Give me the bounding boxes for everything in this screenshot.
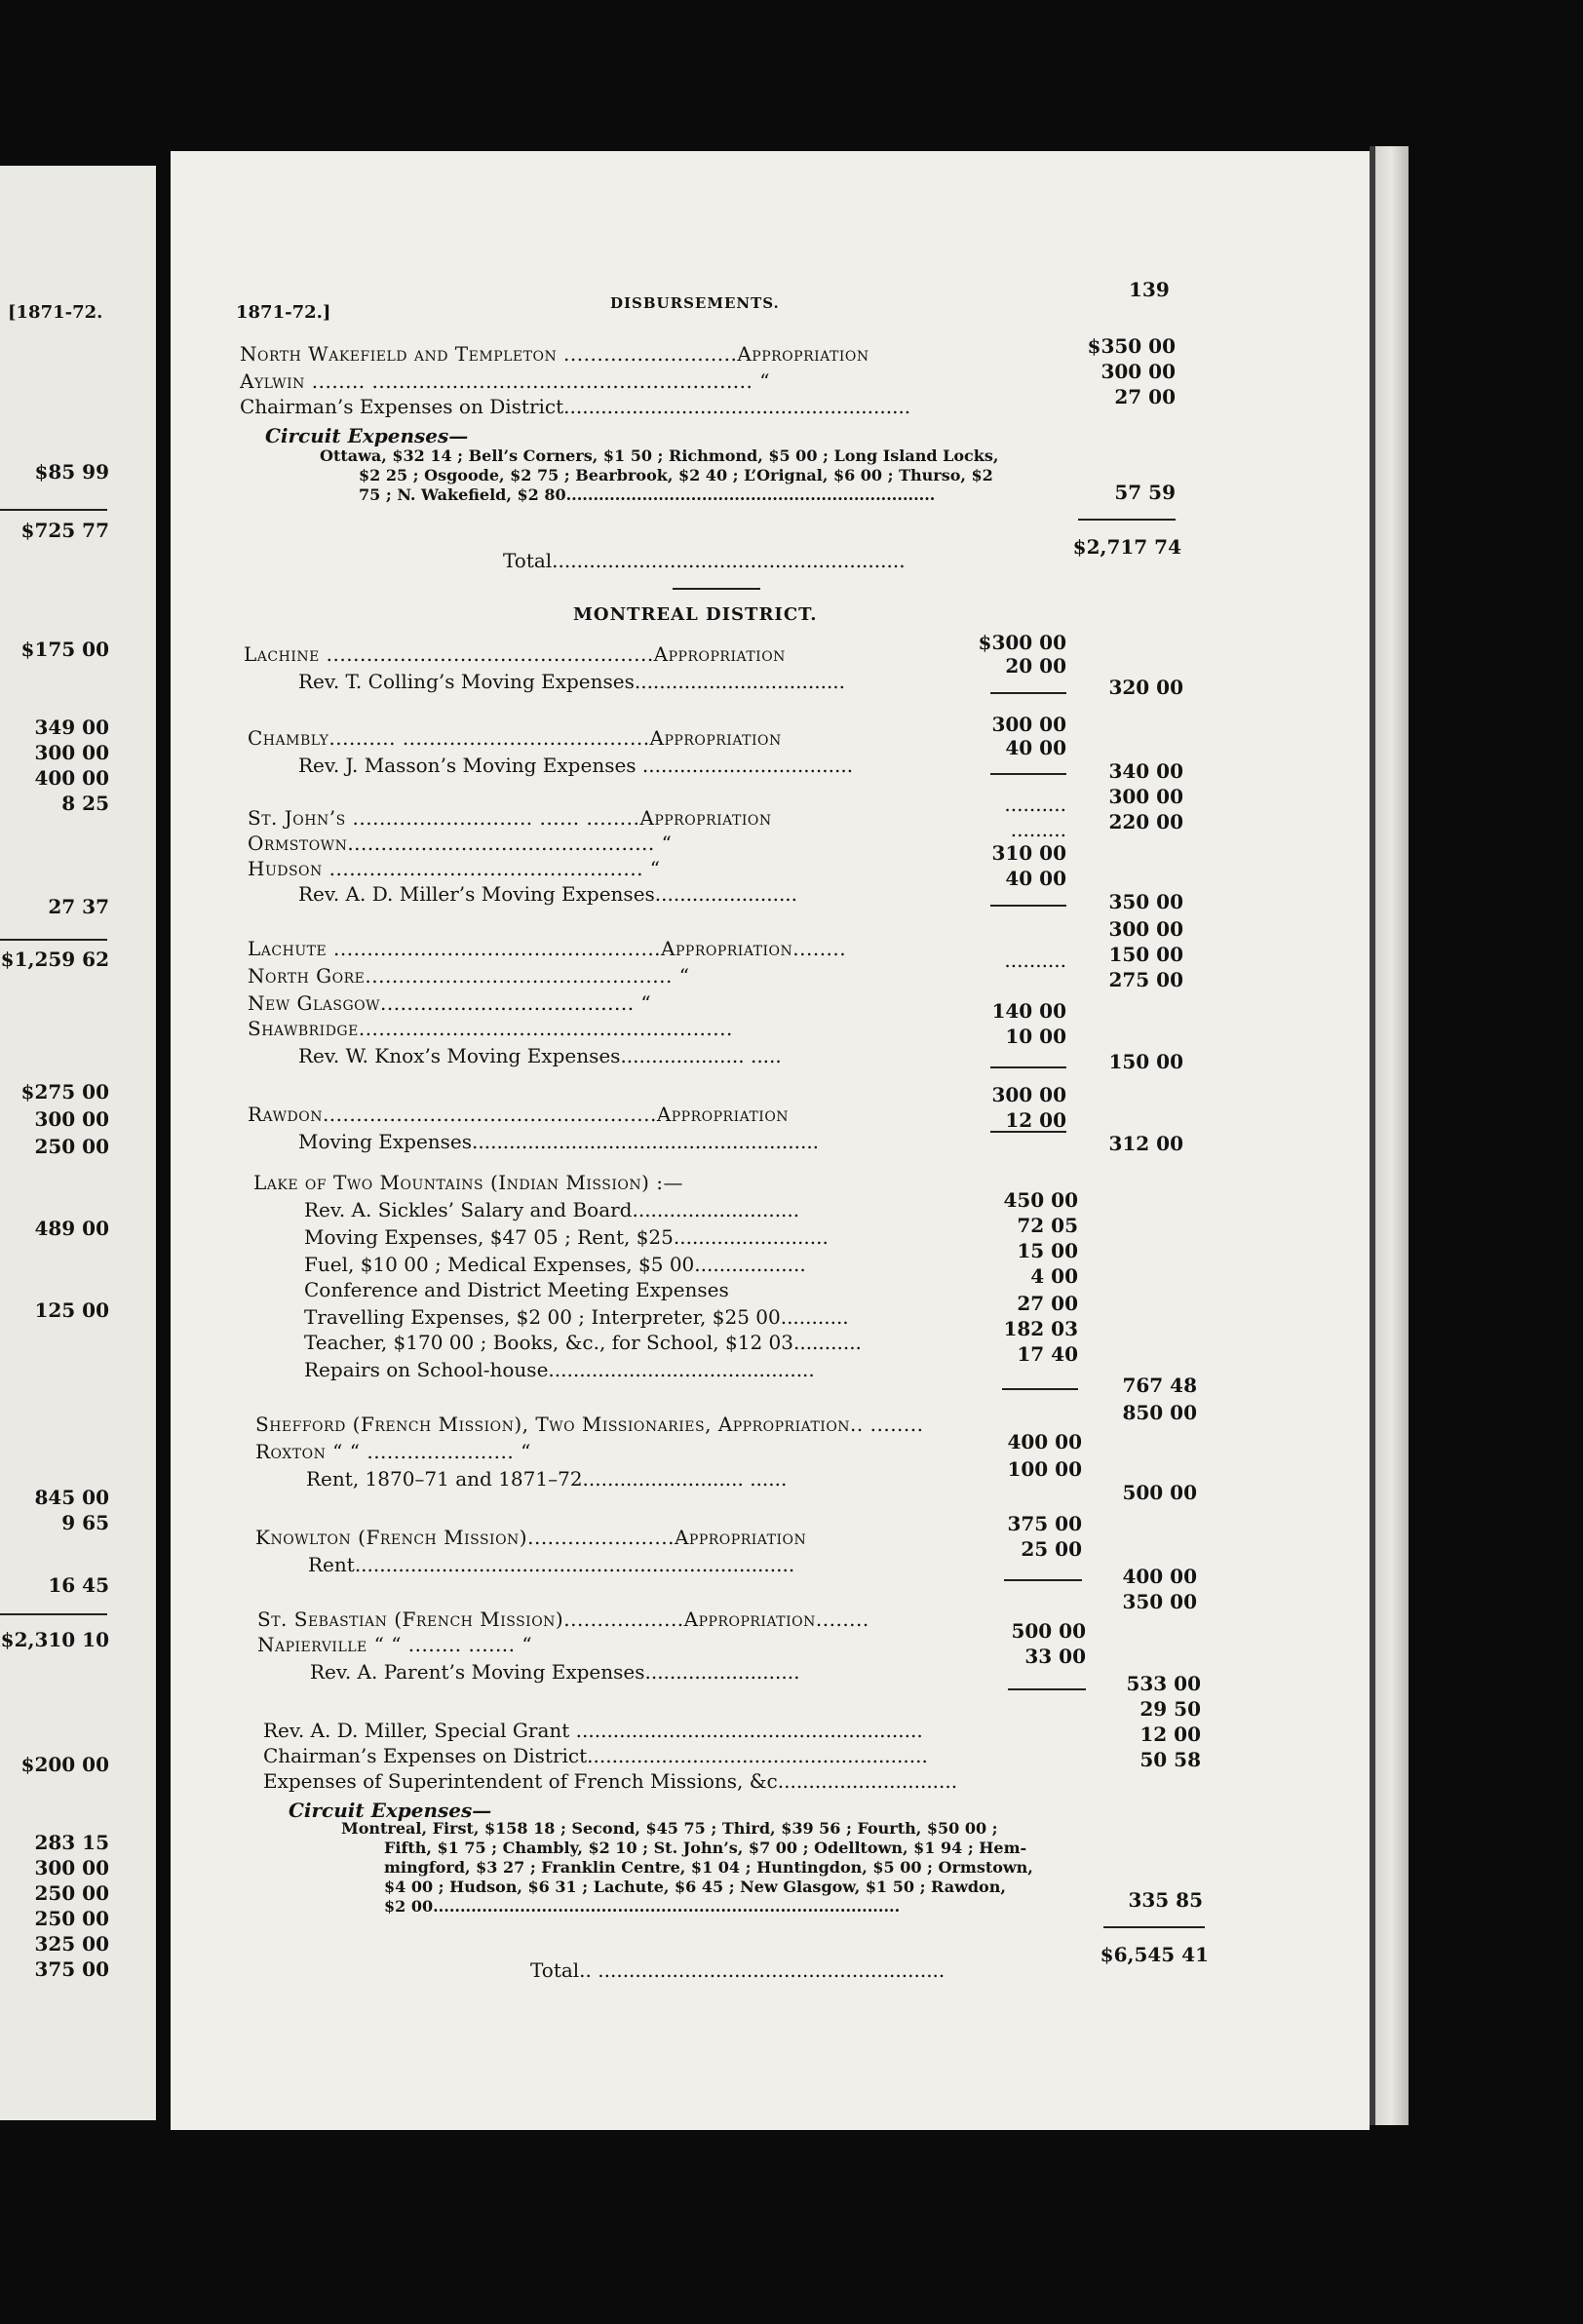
row-col2: 312 00 xyxy=(1108,1132,1183,1155)
row-col1: 310 00 xyxy=(991,841,1066,865)
row-col2: 500 00 xyxy=(1122,1481,1197,1504)
circuit-line: mingford, $3 27 ; Franklin Centre, $1 04 ; Huntingdon, $5 00 ; Ormstown, xyxy=(384,1858,1033,1877)
row-col1: 27 00 xyxy=(1017,1292,1078,1315)
row-label: North Gore.............................................. “ xyxy=(248,964,690,988)
sum-rule xyxy=(1008,1688,1086,1690)
row-col1: 375 00 xyxy=(1007,1512,1082,1535)
page-edge xyxy=(1370,146,1409,2125)
district-heading: MONTREAL DISTRICT. xyxy=(573,604,818,625)
row-col2: 150 00 xyxy=(1108,943,1183,966)
left-amount: $175 00 xyxy=(20,638,109,661)
circuit-line: Ottawa, $32 14 ; Bell’s Corners, $1 50 ; Richmond, $5 00 ; Long Island Locks, xyxy=(320,446,999,465)
left-amount: 325 00 xyxy=(34,1932,109,1956)
circuit-amount: 57 59 xyxy=(1114,481,1176,504)
circuit-line: 75 ; N. Wakefield, $2 80.................................................................... xyxy=(359,485,936,504)
sum-rule xyxy=(990,773,1066,775)
left-amount: 283 15 xyxy=(34,1831,109,1854)
expense-line: Conference and District Meeting Expenses xyxy=(304,1278,729,1301)
row-col2: 29 50 xyxy=(1139,1697,1201,1721)
circuit-line: $2 25 ; Osgoode, $2 75 ; Bearbrook, $2 40 ; L’Orignal, $6 00 ; Thurso, $2 xyxy=(359,466,993,484)
row-col2: 275 00 xyxy=(1108,968,1183,991)
row-col1: 300 00 xyxy=(991,713,1066,736)
left-amount: 300 00 xyxy=(34,741,109,764)
row-col1: 17 40 xyxy=(1017,1342,1078,1366)
sum-rule xyxy=(990,1131,1066,1133)
left-amount: 349 00 xyxy=(34,716,109,739)
left-amount: 300 00 xyxy=(34,1856,109,1879)
total-amount: $6,545 41 xyxy=(1100,1943,1209,1966)
row-col2: 340 00 xyxy=(1108,759,1183,783)
row-label: Chambly.......... .....................................Appropriation xyxy=(248,726,782,750)
left-amount: 16 45 xyxy=(48,1573,109,1597)
row-label: Lachute .................................................Appropriation........ xyxy=(248,937,847,960)
row-col2: 320 00 xyxy=(1108,676,1183,699)
left-amount: $725 77 xyxy=(20,519,109,542)
row-col2: 767 48 xyxy=(1122,1374,1197,1397)
left-amount: $1,259 62 xyxy=(0,948,109,971)
page-number: 139 xyxy=(1129,278,1170,301)
left-amount: $2,310 10 xyxy=(0,1628,109,1651)
row-col2: 12 00 xyxy=(1139,1723,1201,1746)
row-label: Hudson ............................................... “ xyxy=(248,857,661,880)
section-divider xyxy=(673,588,760,590)
row-col1: 500 00 xyxy=(1011,1619,1086,1643)
sum-rule xyxy=(1002,1388,1078,1390)
row-label: Rev. A. Parent’s Moving Expenses......................... xyxy=(310,1660,800,1684)
expense-line: Teacher, $170 00 ; Books, &c., for School, $12 03........... xyxy=(304,1331,862,1354)
left-rule xyxy=(0,939,107,941)
left-amount: 125 00 xyxy=(34,1298,109,1322)
row-amount: 27 00 xyxy=(1114,385,1176,408)
row-col1: 33 00 xyxy=(1024,1645,1086,1668)
sum-rule xyxy=(990,692,1066,694)
circuit-line: Montreal, First, $158 18 ; Second, $45 75 ; Third, $39 56 ; Fourth, $50 00 ; xyxy=(341,1819,998,1838)
row-col1: 25 00 xyxy=(1021,1537,1082,1561)
row-col2: 50 58 xyxy=(1139,1748,1201,1771)
row-col2: 350 00 xyxy=(1108,890,1183,913)
expense-line: Fuel, $10 00 ; Medical Expenses, $5 00.................. xyxy=(304,1253,806,1276)
left-amount: $275 00 xyxy=(20,1080,109,1104)
row-label: Napierville “ “ ........ ....... “ xyxy=(257,1633,533,1656)
row-label: Roxton “ “ ...................... “ xyxy=(255,1440,531,1463)
left-amount: $85 99 xyxy=(34,460,109,484)
mission-heading: Lake of Two Mountains (Indian Mission) :— xyxy=(253,1171,683,1194)
row-col1: 40 00 xyxy=(1005,867,1066,890)
left-rule xyxy=(0,1613,107,1615)
left-amount: $200 00 xyxy=(20,1753,109,1776)
expense-line: Travelling Expenses, $2 00 ; Interpreter, $25 00........... xyxy=(304,1305,849,1329)
sum-rule xyxy=(990,905,1066,907)
row-label: Shefford (French Mission), Two Missionaries, Appropriation.. ........ xyxy=(255,1413,924,1436)
left-amount: 250 00 xyxy=(34,1135,109,1158)
left-amount: 400 00 xyxy=(34,766,109,790)
row-label: Rev. T. Colling’s Moving Expenses.................................. xyxy=(298,670,846,693)
row-col2: 350 00 xyxy=(1122,1590,1197,1613)
row-col1: 400 00 xyxy=(1007,1430,1082,1453)
row-col2: 300 00 xyxy=(1108,785,1183,808)
row-label: St. John’s ........................... ...... ........Appropriation xyxy=(248,806,772,830)
expense-line: Moving Expenses, $47 05 ; Rent, $25......................... xyxy=(304,1225,829,1249)
row-col1: 40 00 xyxy=(1005,736,1066,759)
row-label: Rawdon..................................................Appropriation xyxy=(248,1103,790,1126)
left-amount: 250 00 xyxy=(34,1881,109,1905)
left-amount: 27 37 xyxy=(48,895,109,918)
row-label: Lachine .................................................Appropriation xyxy=(244,642,786,666)
row-label: Rev. W. Knox’s Moving Expenses.................... ..... xyxy=(298,1044,782,1067)
row-col1: 300 00 xyxy=(991,1083,1066,1106)
row-col1: 140 00 xyxy=(991,999,1066,1023)
left-amount: 8 25 xyxy=(61,792,109,815)
row-col1: 10 00 xyxy=(1005,1025,1066,1048)
row-col1: 182 03 xyxy=(1003,1317,1078,1340)
row-label: Rev. J. Masson’s Moving Expenses .................................. xyxy=(298,754,854,777)
row-col1: .......... xyxy=(1004,949,1066,972)
left-amount: 375 00 xyxy=(34,1957,109,1981)
row-col1: 20 00 xyxy=(1005,654,1066,678)
circuit-expenses-label: Circuit Expenses— xyxy=(289,1799,492,1822)
row-col2: 400 00 xyxy=(1122,1565,1197,1588)
sum-rule xyxy=(1103,1926,1205,1928)
row-label: Moving Expenses........................................................ xyxy=(298,1130,820,1153)
expense-line: Repairs on School-house........................................... xyxy=(304,1358,815,1381)
row-col2: 300 00 xyxy=(1108,917,1183,941)
page-gutter xyxy=(156,166,171,2120)
row-label: Rev. A. D. Miller, Special Grant ........................................................ xyxy=(263,1719,923,1742)
left-rule xyxy=(0,509,107,511)
row-label: Shawbridge........................................................ xyxy=(248,1017,733,1040)
row-label: Ormstown.............................................. “ xyxy=(248,832,673,855)
row-amount: $350 00 xyxy=(1087,334,1176,358)
row-col2: 150 00 xyxy=(1108,1050,1183,1073)
row-label: Chairman’s Expenses on District........................................................ xyxy=(240,395,911,418)
row-label: Aylwin ........ ......................................................... “ xyxy=(240,369,770,393)
header-year: 1871-72.] xyxy=(236,302,331,323)
circuit-line: $2 00...................................................................................... xyxy=(384,1897,901,1916)
row-col1: 72 05 xyxy=(1017,1214,1078,1237)
row-label: North Wakefield and Templeton ..........................Appropriation xyxy=(240,342,869,366)
row-col1: 100 00 xyxy=(1007,1457,1082,1481)
circuit-expenses-label: Circuit Expenses— xyxy=(265,424,469,447)
row-col1: 450 00 xyxy=(1003,1188,1078,1212)
total-label: Total.. ........................................................ xyxy=(530,1958,946,1982)
row-col1: $300 00 xyxy=(978,631,1066,654)
row-col1: 12 00 xyxy=(1005,1108,1066,1132)
row-amount: 300 00 xyxy=(1100,360,1176,383)
total-label: Total......................................................... xyxy=(503,549,906,572)
row-col2: 533 00 xyxy=(1126,1672,1201,1695)
row-col1: .......... xyxy=(1004,793,1066,816)
circuit-line: $4 00 ; Hudson, $6 31 ; Lachute, $6 45 ; New Glasgow, $1 50 ; Rawdon, xyxy=(384,1878,1006,1896)
sum-rule xyxy=(990,1066,1066,1068)
sum-rule xyxy=(1004,1579,1082,1581)
row-col2: 220 00 xyxy=(1108,810,1183,833)
expense-line: Rev. A. Sickles’ Salary and Board........................... xyxy=(304,1198,800,1221)
left-amount: 250 00 xyxy=(34,1907,109,1930)
row-label: Expenses of Superintendent of French Missions, &c............................. xyxy=(263,1769,958,1793)
circuit-line: Fifth, $1 75 ; Chambly, $2 10 ; St. John’s, $7 00 ; Odelltown, $1 94 ; Hem- xyxy=(384,1839,1027,1857)
row-col1: ......... xyxy=(1010,818,1066,841)
row-label: Rent, 1870–71 and 1871–72.......................... ...... xyxy=(306,1467,788,1491)
header-title: DISBURSEMENTS. xyxy=(610,294,780,312)
row-label: Rent....................................................................... xyxy=(308,1553,795,1576)
row-col2: 850 00 xyxy=(1122,1401,1197,1424)
left-page-header: [1871-72. xyxy=(8,302,103,323)
left-amount: 300 00 xyxy=(34,1107,109,1131)
circuit-amount: 335 85 xyxy=(1128,1888,1203,1912)
row-label: Knowlton (French Mission)......................Appropriation xyxy=(255,1526,807,1549)
left-amount: 845 00 xyxy=(34,1486,109,1509)
total-amount: $2,717 74 xyxy=(1072,535,1181,559)
row-label: Chairman’s Expenses on District....................................................... xyxy=(263,1744,928,1767)
row-col1: 4 00 xyxy=(1030,1264,1078,1288)
sum-rule xyxy=(1078,519,1176,521)
left-amount: 489 00 xyxy=(34,1217,109,1240)
row-col1: 15 00 xyxy=(1017,1239,1078,1262)
left-amount: 9 65 xyxy=(61,1511,109,1534)
row-label: Rev. A. D. Miller’s Moving Expenses....................... xyxy=(298,882,798,906)
row-label: New Glasgow...................................... “ xyxy=(248,991,652,1015)
row-label: St. Sebastian (French Mission)..................Appropriation........ xyxy=(257,1607,869,1631)
